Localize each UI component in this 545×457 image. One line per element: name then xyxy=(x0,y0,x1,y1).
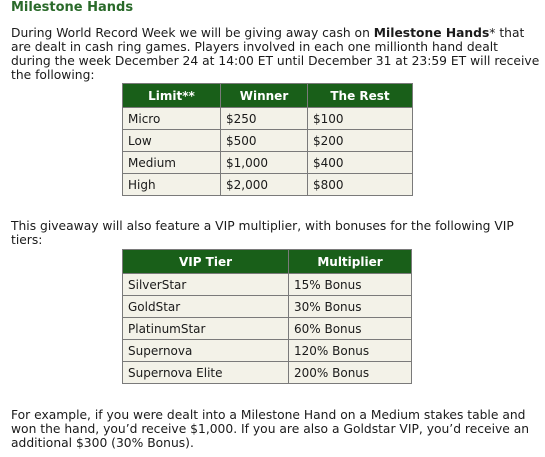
multiplier-cell: 60% Bonus xyxy=(289,318,412,340)
rest-cell: $400 xyxy=(308,152,413,174)
vip-header-tier: VIP Tier xyxy=(123,250,289,274)
multiplier-cell: 200% Bonus xyxy=(289,362,412,384)
multiplier-cell: 30% Bonus xyxy=(289,296,412,318)
limit-cell: Medium xyxy=(123,152,221,174)
winner-cell: $500 xyxy=(221,130,308,152)
vip-tier-cell: Supernova Elite xyxy=(123,362,289,384)
intro-paragraph xyxy=(11,26,541,82)
vip-tier-cell: GoldStar xyxy=(123,296,289,318)
multiplier-cell: 15% Bonus xyxy=(289,274,412,296)
vip-tier-cell: Supernova xyxy=(123,340,289,362)
table-row xyxy=(123,274,412,296)
winner-cell: $250 xyxy=(221,108,308,130)
table-row xyxy=(123,340,412,362)
vip-tier-cell: PlatinumStar xyxy=(123,318,289,340)
table-row xyxy=(123,318,412,340)
limits-header-limit: Limit** xyxy=(123,84,221,108)
table-row xyxy=(123,174,413,196)
vip-header-multiplier: Multiplier xyxy=(289,250,412,274)
limits-table xyxy=(122,83,413,196)
intro-text-start: During World Record Week we will be giving away cash on xyxy=(11,26,374,40)
page-title: Milestone Hands xyxy=(11,0,134,15)
example-paragraph: For example, if you were dealt into a Milestone Hand on a Medium stakes table and won the hand, you’d receive $1,000. If you are also a Goldstar VIP, you’d receive an additional $300 (30% Bonus). xyxy=(11,408,530,450)
table-row xyxy=(123,108,413,130)
limit-cell: Micro xyxy=(123,108,221,130)
limit-cell: Low xyxy=(123,130,221,152)
winner-cell: $1,000 xyxy=(221,152,308,174)
multiplier-cell: 120% Bonus xyxy=(289,340,412,362)
limits-header-rest: The Rest xyxy=(308,84,413,108)
vip-table-header-row xyxy=(123,250,412,274)
limits-table-header-row xyxy=(123,84,413,108)
vip-table xyxy=(122,249,412,384)
intro-bold-term: Milestone Hands xyxy=(373,26,490,40)
limit-cell: High xyxy=(123,174,221,196)
table-row xyxy=(123,362,412,384)
rest-cell: $100 xyxy=(308,108,413,130)
vip-intro-paragraph: This giveaway will also feature a VIP multiplier, with bonuses for the following VIP tiers: xyxy=(11,219,514,247)
rest-cell: $800 xyxy=(308,174,413,196)
table-row xyxy=(123,130,413,152)
table-row xyxy=(123,296,412,318)
winner-cell: $2,000 xyxy=(221,174,308,196)
vip-tier-cell: SilverStar xyxy=(123,274,289,296)
rest-cell: $200 xyxy=(308,130,413,152)
limits-header-winner: Winner xyxy=(221,84,308,108)
intro-text-end: * that are dealt in cash ring games. Players involved in each one millionth hand dealt during the week December 24 at 14:00 ET until December 31 at 23:59 ET will receive the following: xyxy=(11,26,540,82)
table-row xyxy=(123,152,413,174)
